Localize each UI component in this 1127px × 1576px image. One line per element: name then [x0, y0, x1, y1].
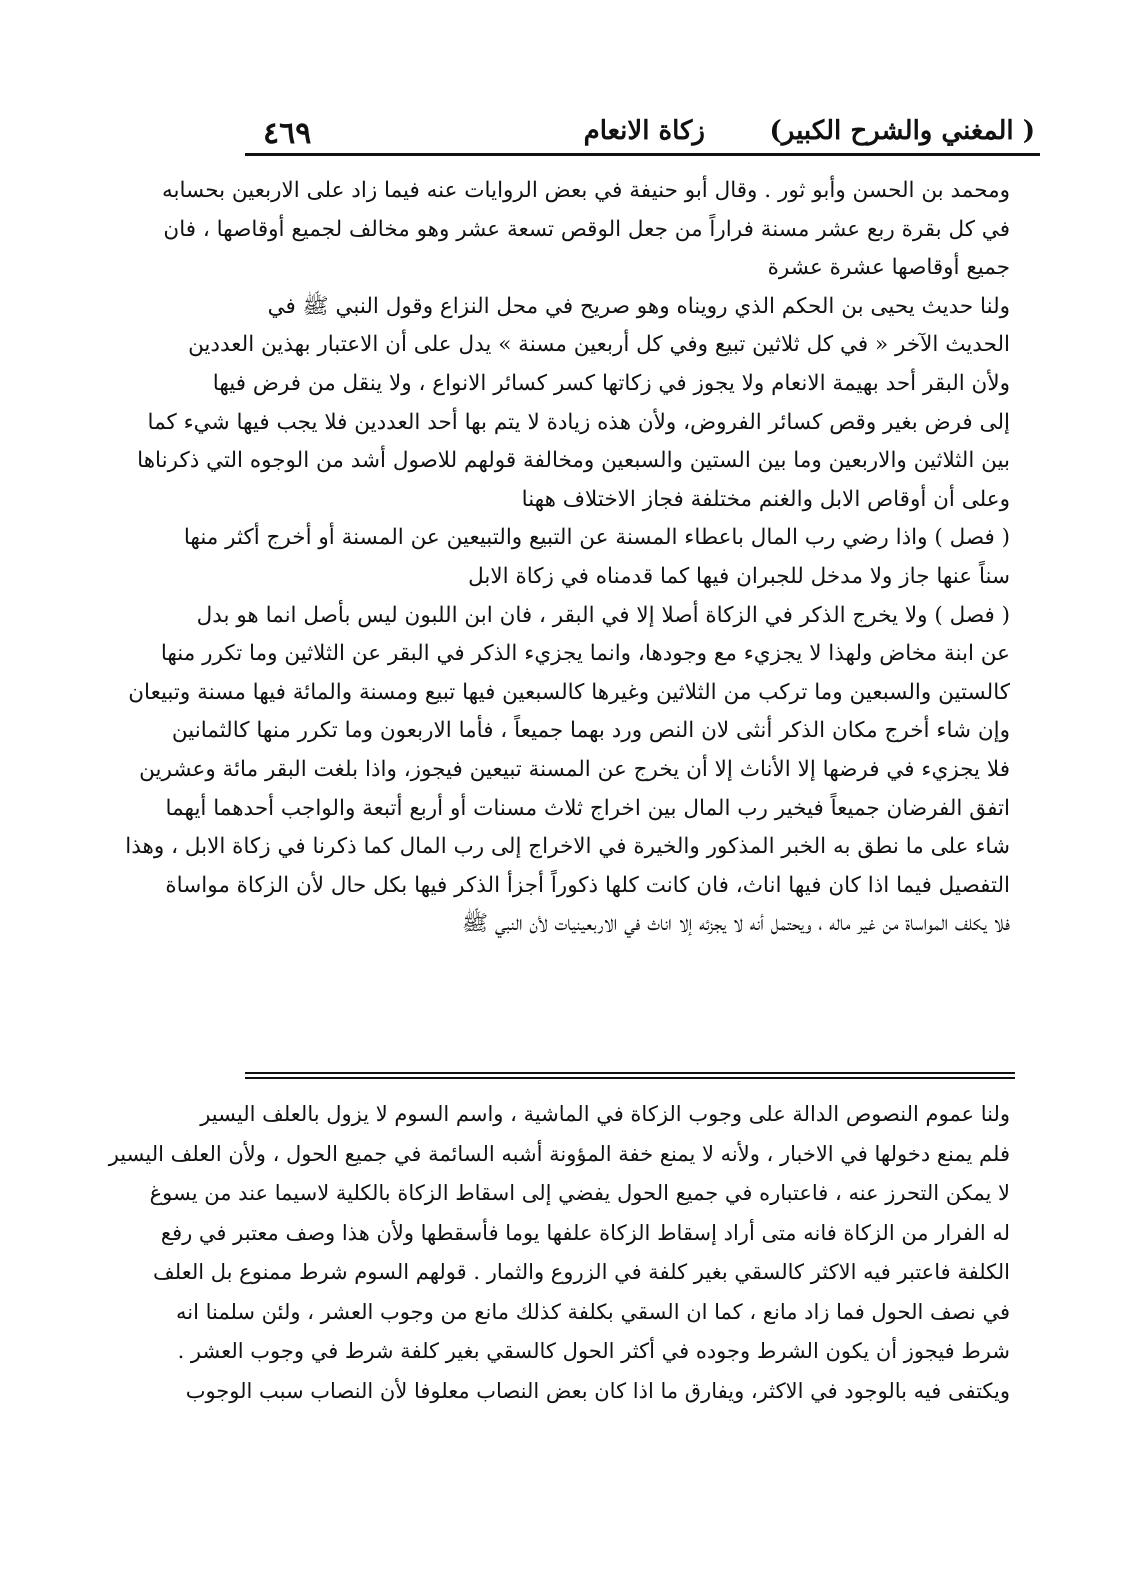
- text-line: ومحمد بن الحسن وأبو ثور . وقال أبو حنيفة في بعض الروايات عنه فيما زاد على الاربعين بحسابه: [161, 178, 1010, 203]
- page-number: ٤٦٩: [263, 116, 312, 151]
- commentary-line: شرط فيجوز أن يكون الشرط وجوده في أكثر الحول كالسقي بغير كلفة شرط في وجوب العشر .: [177, 1339, 1010, 1363]
- text-line: وعلى أن أوقاص الابل والغنم مختلفة فجاز الاختلاف ههنا: [521, 486, 1010, 512]
- text-line: عن ابنة مخاض ولهذا لا يجزيء مع وجودها، وانما يجزيء الذكر في البقر عن الثلاثين وما تكرر منها: [160, 641, 1010, 667]
- main-text-block: [125, 172, 1010, 944]
- text-line: جميع أوقاصها عشرة عشرة: [767, 255, 1010, 281]
- text-line: فلا يكلف المواساة من غير ماله ، ويحتمل أنه لا يجزئه إلا اناث في الاربعينيات لأن النبي ﷺ: [462, 911, 1010, 937]
- book-title: ( المغني والشرح الكبير): [769, 116, 1035, 146]
- commentary-line: في نصف الحول فما زاد مانع ، كما ان السقي بكلفة كذلك مانع من وجوب العشر ، ولئن سلمنا انه: [175, 1299, 1010, 1324]
- text-line: سناً عنها جاز ولا مدخل للجبران فيها كما قدمناه في زكاة الابل: [468, 563, 1010, 589]
- text-line: كالستين والسبعين وما تركب من الثلاثين وغيرها كالسبعين فيها تبيع ومسنة والمائة فيها مسنة وتبيعان: [128, 679, 1010, 705]
- header-divider: [245, 153, 1040, 156]
- commentary-line: ولنا عموم النصوص الدالة على وجوب الزكاة في الماشية ، واسم السوم لا يزول بالعلف اليسير: [200, 1102, 1010, 1126]
- commentary-line: الكلفة فاعتبر فيه الاكثر كالسقي بغير كلفة في الزروع والثمار . قولهم السوم شرط ممنوع بل العلف: [153, 1260, 1010, 1284]
- text-line: ( فصل ) واذا رضي رب المال باعطاء المسنة عن التبيع والتبيعين عن المسنة أو أخرج أكثر منها: [183, 525, 1010, 551]
- commentary-line: فلم يمنع دخولها في الاخبار ، ولأنه لا يمنع خفة المؤونة أشبه السائمة في جميع الحول ، ولأن العلف اليسير: [108, 1141, 1010, 1166]
- text-line: في كل بقرة ربع عشر مسنة فراراً من جعل الوقص تسعة عشر وهو مخالف لجميع أوقاصها ، فان: [163, 216, 1010, 242]
- text-line: فلا يجزيء في فرضها إلا الأناث إلا أن يخرج عن المسنة تبيعين فيجوز، واذا بلغت البقر مائة وعشرين: [139, 756, 1010, 782]
- text-line: وإن شاء أخرج مكان الذكر أنثى لان النص ورد بهما جميعاً ، فأما الاربعون وما تكرر منها كالثمانين: [171, 718, 1010, 744]
- text-line: إلى فرض بغير وقص كسائر الفروض، ولأن هذه زيادة لا يتم بها أحد العددين فلا يجب فيها شيء كما: [147, 409, 1010, 435]
- commentary-line: ويكتفى فيه بالوجود في الاكثر، ويفارق ما اذا كان بعض النصاب معلوفا لأن النصاب سبب الوجوب: [185, 1378, 1010, 1403]
- section-divider: [245, 1072, 1015, 1074]
- text-line: ( فصل ) ولا يخرج الذكر في الزكاة أصلا إلا في البقر ، فان ابن اللبون ليس بأصل انما هو بدل: [196, 602, 1010, 628]
- text-line: اتفق الفرضان جميعاً فيخير رب المال بين اخراج ثلاث مسنات أو أربع أتبعة والواجب أحدهما أيهما: [165, 795, 1010, 821]
- commentary-block: [108, 1095, 1010, 1411]
- text-line: ولنا حديث يحيى بن الحكم الذي رويناه وهو صريح في محل النزاع وقول النبي ﷺ في: [267, 293, 1010, 319]
- text-line: الحديث الآخر « في كل ثلاثين تبيع وفي كل أربعين مسنة » يدل على أن الاعتبار بهذين العددين: [188, 332, 1010, 358]
- text-line: ولأن البقر أحد بهيمة الانعام ولا يجوز في زكاتها كسر كسائر الانواع ، ولا ينقل من فرض فيها: [212, 370, 1010, 396]
- commentary-line: لا يمكن التحرز عنه ، فاعتباره في جميع الحول يفضي إلى اسقاط الزكاة بالكلية لاسيما عند من يسوغ: [149, 1181, 1010, 1205]
- section-title: زكاة الانعام: [583, 116, 705, 146]
- commentary-line: له الفرار من الزكاة فانه متى أراد إسقاط الزكاة علفها يوما فأسقطها ولأن هذا وصف معتبر في رفع: [160, 1220, 1010, 1245]
- text-line: شاء على ما نطق به الخبر المذكور والخيرة في الاخراج إلى رب المال كما ذكرنا في زكاة الابل ، وهذا: [125, 834, 1010, 860]
- section-divider: [245, 1077, 1015, 1079]
- text-line: التفصيل فيما اذا كان فيها اناث، فان كانت كلها ذكوراً أجزأ الذكر فيها بكل حال لأن الزكاة مواساة: [165, 872, 1010, 898]
- text-line: بين الثلاثين والاربعين وما بين الستين والسبعين ومخالفة قولهم للاصول أشد من الوجوه التي ذكرناها: [137, 448, 1010, 474]
